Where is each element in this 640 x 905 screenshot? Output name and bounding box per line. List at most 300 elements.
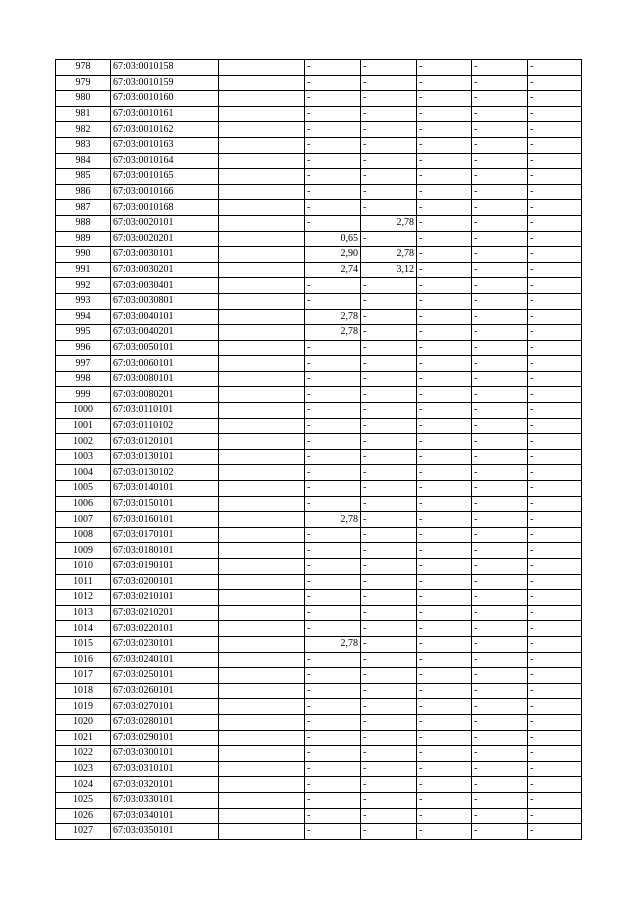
value-cell-c1: - — [305, 730, 361, 746]
value-cell-c5: - — [528, 325, 582, 341]
table-row — [56, 293, 582, 309]
value-cell-c2: - — [361, 605, 417, 621]
value-cell-c1: - — [305, 761, 361, 777]
cadastral-code: 67:03:0040201 — [111, 325, 219, 341]
row-number: 979 — [56, 75, 111, 91]
table-row — [56, 106, 582, 122]
value-cell-c4: - — [472, 340, 528, 356]
value-cell-c5: - — [528, 792, 582, 808]
value-cell-c1: - — [305, 574, 361, 590]
table-row — [56, 153, 582, 169]
row-number: 990 — [56, 247, 111, 263]
value-cell-c4: - — [472, 465, 528, 481]
data-table — [55, 59, 582, 840]
value-cell-c2: - — [361, 777, 417, 793]
value-cell-c4: - — [472, 621, 528, 637]
table-row — [56, 418, 582, 434]
row-number: 1005 — [56, 481, 111, 497]
empty-cell — [219, 403, 305, 419]
value-cell-c4: - — [472, 699, 528, 715]
value-cell-c4: - — [472, 371, 528, 387]
cadastral-code: 67:03:0010159 — [111, 75, 219, 91]
value-cell-c5: - — [528, 153, 582, 169]
value-cell-c4: - — [472, 60, 528, 76]
table-row — [56, 247, 582, 263]
table-row — [56, 652, 582, 668]
value-cell-c1: - — [305, 387, 361, 403]
value-cell-c2: - — [361, 792, 417, 808]
table-row — [56, 527, 582, 543]
value-cell-c3: - — [417, 91, 472, 107]
row-number: 983 — [56, 137, 111, 153]
value-cell-c4: - — [472, 652, 528, 668]
value-cell-c2: - — [361, 122, 417, 138]
row-number: 997 — [56, 356, 111, 372]
value-cell-c2: - — [361, 559, 417, 575]
value-cell-c3: - — [417, 621, 472, 637]
value-cell-c4: - — [472, 325, 528, 341]
value-cell-c2: - — [361, 340, 417, 356]
value-cell-c2: - — [361, 231, 417, 247]
value-cell-c1: - — [305, 621, 361, 637]
empty-cell — [219, 309, 305, 325]
cadastral-code: 67:03:0180101 — [111, 543, 219, 559]
value-cell-c3: - — [417, 652, 472, 668]
cadastral-code: 67:03:0050101 — [111, 340, 219, 356]
value-cell-c4: - — [472, 496, 528, 512]
cadastral-code: 67:03:0020101 — [111, 215, 219, 231]
value-cell-c1: - — [305, 824, 361, 840]
value-cell-c3: - — [417, 730, 472, 746]
empty-cell — [219, 699, 305, 715]
row-number: 1017 — [56, 668, 111, 684]
value-cell-c3: - — [417, 215, 472, 231]
table-row — [56, 465, 582, 481]
value-cell-c2: - — [361, 714, 417, 730]
empty-cell — [219, 808, 305, 824]
value-cell-c2: - — [361, 309, 417, 325]
value-cell-c5: - — [528, 215, 582, 231]
value-cell-c2: - — [361, 730, 417, 746]
table-row — [56, 824, 582, 840]
row-number: 999 — [56, 387, 111, 403]
value-cell-c5: - — [528, 668, 582, 684]
cadastral-code: 67:03:0010166 — [111, 184, 219, 200]
value-cell-c2: - — [361, 200, 417, 216]
value-cell-c3: - — [417, 278, 472, 294]
value-cell-c5: - — [528, 824, 582, 840]
cadastral-code: 67:03:0110102 — [111, 418, 219, 434]
value-cell-c5: - — [528, 262, 582, 278]
value-cell-c2: - — [361, 683, 417, 699]
row-number: 1011 — [56, 574, 111, 590]
value-cell-c2: - — [361, 434, 417, 450]
table-row — [56, 434, 582, 450]
row-number: 1003 — [56, 449, 111, 465]
value-cell-c3: - — [417, 699, 472, 715]
value-cell-c4: - — [472, 122, 528, 138]
empty-cell — [219, 496, 305, 512]
empty-cell — [219, 231, 305, 247]
value-cell-c5: - — [528, 465, 582, 481]
value-cell-c1: - — [305, 106, 361, 122]
row-number: 1023 — [56, 761, 111, 777]
empty-cell — [219, 325, 305, 341]
empty-cell — [219, 387, 305, 403]
value-cell-c1: - — [305, 278, 361, 294]
empty-cell — [219, 418, 305, 434]
value-cell-c5: - — [528, 247, 582, 263]
cadastral-code: 67:03:0160101 — [111, 512, 219, 528]
empty-cell — [219, 792, 305, 808]
cadastral-code: 67:03:0220101 — [111, 621, 219, 637]
empty-cell — [219, 60, 305, 76]
empty-cell — [219, 356, 305, 372]
row-number: 978 — [56, 60, 111, 76]
empty-cell — [219, 247, 305, 263]
cadastral-code: 67:03:0170101 — [111, 527, 219, 543]
value-cell-c2: - — [361, 356, 417, 372]
row-number: 986 — [56, 184, 111, 200]
table-row — [56, 215, 582, 231]
row-number: 1019 — [56, 699, 111, 715]
cadastral-code: 67:03:0250101 — [111, 668, 219, 684]
value-cell-c1: - — [305, 91, 361, 107]
value-cell-c2: - — [361, 418, 417, 434]
value-cell-c5: - — [528, 746, 582, 762]
value-cell-c3: - — [417, 590, 472, 606]
table-row — [56, 262, 582, 278]
value-cell-c3: - — [417, 605, 472, 621]
value-cell-c4: - — [472, 137, 528, 153]
cadastral-code: 67:03:0310101 — [111, 761, 219, 777]
table-row — [56, 714, 582, 730]
row-number: 1010 — [56, 559, 111, 575]
value-cell-c3: - — [417, 434, 472, 450]
empty-cell — [219, 91, 305, 107]
value-cell-c4: - — [472, 481, 528, 497]
value-cell-c3: - — [417, 340, 472, 356]
value-cell-c3: - — [417, 465, 472, 481]
value-cell-c2: - — [361, 496, 417, 512]
cadastral-code: 67:03:0010164 — [111, 153, 219, 169]
empty-cell — [219, 75, 305, 91]
value-cell-c2: - — [361, 668, 417, 684]
value-cell-c2: - — [361, 621, 417, 637]
value-cell-c2: - — [361, 153, 417, 169]
empty-cell — [219, 137, 305, 153]
value-cell-c3: - — [417, 106, 472, 122]
value-cell-c5: - — [528, 761, 582, 777]
value-cell-c4: - — [472, 153, 528, 169]
value-cell-c3: - — [417, 574, 472, 590]
value-cell-c3: - — [417, 403, 472, 419]
value-cell-c2: - — [361, 449, 417, 465]
value-cell-c5: - — [528, 278, 582, 294]
table-row — [56, 481, 582, 497]
value-cell-c4: - — [472, 527, 528, 543]
value-cell-c1: - — [305, 60, 361, 76]
row-number: 1001 — [56, 418, 111, 434]
value-cell-c2: - — [361, 465, 417, 481]
table-row — [56, 792, 582, 808]
table-row — [56, 200, 582, 216]
row-number: 995 — [56, 325, 111, 341]
table-row — [56, 371, 582, 387]
value-cell-c1: - — [305, 169, 361, 185]
value-cell-c1: - — [305, 652, 361, 668]
value-cell-c5: - — [528, 559, 582, 575]
value-cell-c3: - — [417, 636, 472, 652]
table-row — [56, 512, 582, 528]
value-cell-c3: - — [417, 356, 472, 372]
value-cell-c3: - — [417, 761, 472, 777]
value-cell-c1: - — [305, 683, 361, 699]
value-cell-c3: - — [417, 683, 472, 699]
value-cell-c3: - — [417, 122, 472, 138]
value-cell-c1: - — [305, 215, 361, 231]
row-number: 1002 — [56, 434, 111, 450]
cadastral-code: 67:03:0130101 — [111, 449, 219, 465]
empty-cell — [219, 574, 305, 590]
value-cell-c1: - — [305, 184, 361, 200]
row-number: 988 — [56, 215, 111, 231]
value-cell-c3: - — [417, 371, 472, 387]
table-row — [56, 730, 582, 746]
value-cell-c5: - — [528, 621, 582, 637]
row-number: 1004 — [56, 465, 111, 481]
value-cell-c1: - — [305, 808, 361, 824]
cadastral-code: 67:03:0280101 — [111, 714, 219, 730]
value-cell-c2: - — [361, 527, 417, 543]
value-cell-c1: - — [305, 777, 361, 793]
value-cell-c1: - — [305, 371, 361, 387]
value-cell-c1: - — [305, 590, 361, 606]
cadastral-code: 67:03:0260101 — [111, 683, 219, 699]
value-cell-c3: - — [417, 293, 472, 309]
empty-cell — [219, 683, 305, 699]
row-number: 1008 — [56, 527, 111, 543]
table-row — [56, 137, 582, 153]
row-number: 1027 — [56, 824, 111, 840]
value-cell-c5: - — [528, 60, 582, 76]
cadastral-code: 67:03:0210101 — [111, 590, 219, 606]
value-cell-c2: - — [361, 636, 417, 652]
row-number: 1015 — [56, 636, 111, 652]
value-cell-c2: - — [361, 699, 417, 715]
empty-cell — [219, 169, 305, 185]
value-cell-c4: - — [472, 746, 528, 762]
row-number: 1013 — [56, 605, 111, 621]
value-cell-c1: - — [305, 75, 361, 91]
cadastral-code: 67:03:0040101 — [111, 309, 219, 325]
table-row — [56, 449, 582, 465]
empty-cell — [219, 636, 305, 652]
table-row — [56, 621, 582, 637]
value-cell-c1: - — [305, 559, 361, 575]
empty-cell — [219, 122, 305, 138]
value-cell-c1: 2,90 — [305, 247, 361, 263]
value-cell-c3: - — [417, 75, 472, 91]
value-cell-c5: - — [528, 200, 582, 216]
empty-cell — [219, 668, 305, 684]
table-row — [56, 122, 582, 138]
value-cell-c3: - — [417, 714, 472, 730]
row-number: 984 — [56, 153, 111, 169]
value-cell-c2: - — [361, 824, 417, 840]
value-cell-c5: - — [528, 714, 582, 730]
value-cell-c2: - — [361, 761, 417, 777]
cadastral-code: 67:03:0010163 — [111, 137, 219, 153]
value-cell-c2: 2,78 — [361, 215, 417, 231]
value-cell-c4: - — [472, 512, 528, 528]
cadastral-code: 67:03:0120101 — [111, 434, 219, 450]
empty-cell — [219, 465, 305, 481]
value-cell-c5: - — [528, 106, 582, 122]
value-cell-c5: - — [528, 543, 582, 559]
table-row — [56, 91, 582, 107]
value-cell-c3: - — [417, 481, 472, 497]
cadastral-code: 67:03:0030201 — [111, 262, 219, 278]
value-cell-c3: - — [417, 184, 472, 200]
value-cell-c4: - — [472, 559, 528, 575]
value-cell-c4: - — [472, 106, 528, 122]
value-cell-c2: - — [361, 293, 417, 309]
value-cell-c5: - — [528, 434, 582, 450]
table-row — [56, 746, 582, 762]
value-cell-c2: - — [361, 403, 417, 419]
value-cell-c4: - — [472, 184, 528, 200]
cadastral-code: 67:03:0080101 — [111, 371, 219, 387]
value-cell-c4: - — [472, 636, 528, 652]
cadastral-code: 67:03:0130102 — [111, 465, 219, 481]
row-number: 1000 — [56, 403, 111, 419]
empty-cell — [219, 761, 305, 777]
value-cell-c3: - — [417, 60, 472, 76]
value-cell-c1: - — [305, 200, 361, 216]
value-cell-c5: - — [528, 636, 582, 652]
value-cell-c3: - — [417, 247, 472, 263]
value-cell-c4: - — [472, 356, 528, 372]
value-cell-c1: - — [305, 527, 361, 543]
value-cell-c5: - — [528, 75, 582, 91]
value-cell-c2: - — [361, 746, 417, 762]
row-number: 987 — [56, 200, 111, 216]
value-cell-c1: 2,78 — [305, 512, 361, 528]
cadastral-code: 67:03:0140101 — [111, 481, 219, 497]
row-number: 1012 — [56, 590, 111, 606]
value-cell-c1: - — [305, 137, 361, 153]
value-cell-c1: - — [305, 340, 361, 356]
table-row — [56, 574, 582, 590]
value-cell-c1: - — [305, 668, 361, 684]
value-cell-c3: - — [417, 262, 472, 278]
value-cell-c5: - — [528, 91, 582, 107]
row-number: 982 — [56, 122, 111, 138]
cadastral-code: 67:03:0240101 — [111, 652, 219, 668]
empty-cell — [219, 543, 305, 559]
value-cell-c4: - — [472, 75, 528, 91]
empty-cell — [219, 559, 305, 575]
table-row — [56, 636, 582, 652]
value-cell-c3: - — [417, 200, 472, 216]
value-cell-c4: - — [472, 730, 528, 746]
value-cell-c1: - — [305, 418, 361, 434]
row-number: 993 — [56, 293, 111, 309]
row-number: 992 — [56, 278, 111, 294]
empty-cell — [219, 590, 305, 606]
table-row — [56, 808, 582, 824]
table-row — [56, 761, 582, 777]
cadastral-code: 67:03:0290101 — [111, 730, 219, 746]
value-cell-c5: - — [528, 683, 582, 699]
value-cell-c5: - — [528, 777, 582, 793]
value-cell-c3: - — [417, 543, 472, 559]
value-cell-c2: - — [361, 481, 417, 497]
value-cell-c5: - — [528, 527, 582, 543]
value-cell-c2: - — [361, 574, 417, 590]
table-row — [56, 403, 582, 419]
table-row — [56, 668, 582, 684]
value-cell-c4: - — [472, 574, 528, 590]
value-cell-c2: 2,78 — [361, 247, 417, 263]
value-cell-c5: - — [528, 293, 582, 309]
value-cell-c4: - — [472, 247, 528, 263]
value-cell-c3: - — [417, 387, 472, 403]
row-number: 1009 — [56, 543, 111, 559]
value-cell-c4: - — [472, 309, 528, 325]
value-cell-c3: - — [417, 449, 472, 465]
table-row — [56, 496, 582, 512]
empty-cell — [219, 481, 305, 497]
value-cell-c4: - — [472, 231, 528, 247]
value-cell-c1: 2,78 — [305, 636, 361, 652]
table-body — [56, 60, 582, 840]
value-cell-c3: - — [417, 824, 472, 840]
value-cell-c1: - — [305, 153, 361, 169]
value-cell-c1: - — [305, 293, 361, 309]
value-cell-c1: - — [305, 496, 361, 512]
value-cell-c3: - — [417, 169, 472, 185]
value-cell-c3: - — [417, 527, 472, 543]
row-number: 1014 — [56, 621, 111, 637]
value-cell-c2: - — [361, 75, 417, 91]
value-cell-c1: - — [305, 714, 361, 730]
table-row — [56, 340, 582, 356]
cadastral-code: 67:03:0060101 — [111, 356, 219, 372]
empty-cell — [219, 200, 305, 216]
value-cell-c4: - — [472, 91, 528, 107]
table-row — [56, 325, 582, 341]
table-row — [56, 590, 582, 606]
value-cell-c3: - — [417, 231, 472, 247]
value-cell-c5: - — [528, 730, 582, 746]
value-cell-c1: 2,74 — [305, 262, 361, 278]
value-cell-c3: - — [417, 496, 472, 512]
value-cell-c1: - — [305, 746, 361, 762]
row-number: 994 — [56, 309, 111, 325]
value-cell-c4: - — [472, 714, 528, 730]
table-row — [56, 356, 582, 372]
value-cell-c5: - — [528, 449, 582, 465]
table-row — [56, 387, 582, 403]
value-cell-c1: - — [305, 792, 361, 808]
value-cell-c5: - — [528, 309, 582, 325]
value-cell-c1: - — [305, 465, 361, 481]
cadastral-code: 67:03:0010158 — [111, 60, 219, 76]
value-cell-c4: - — [472, 792, 528, 808]
value-cell-c3: - — [417, 777, 472, 793]
